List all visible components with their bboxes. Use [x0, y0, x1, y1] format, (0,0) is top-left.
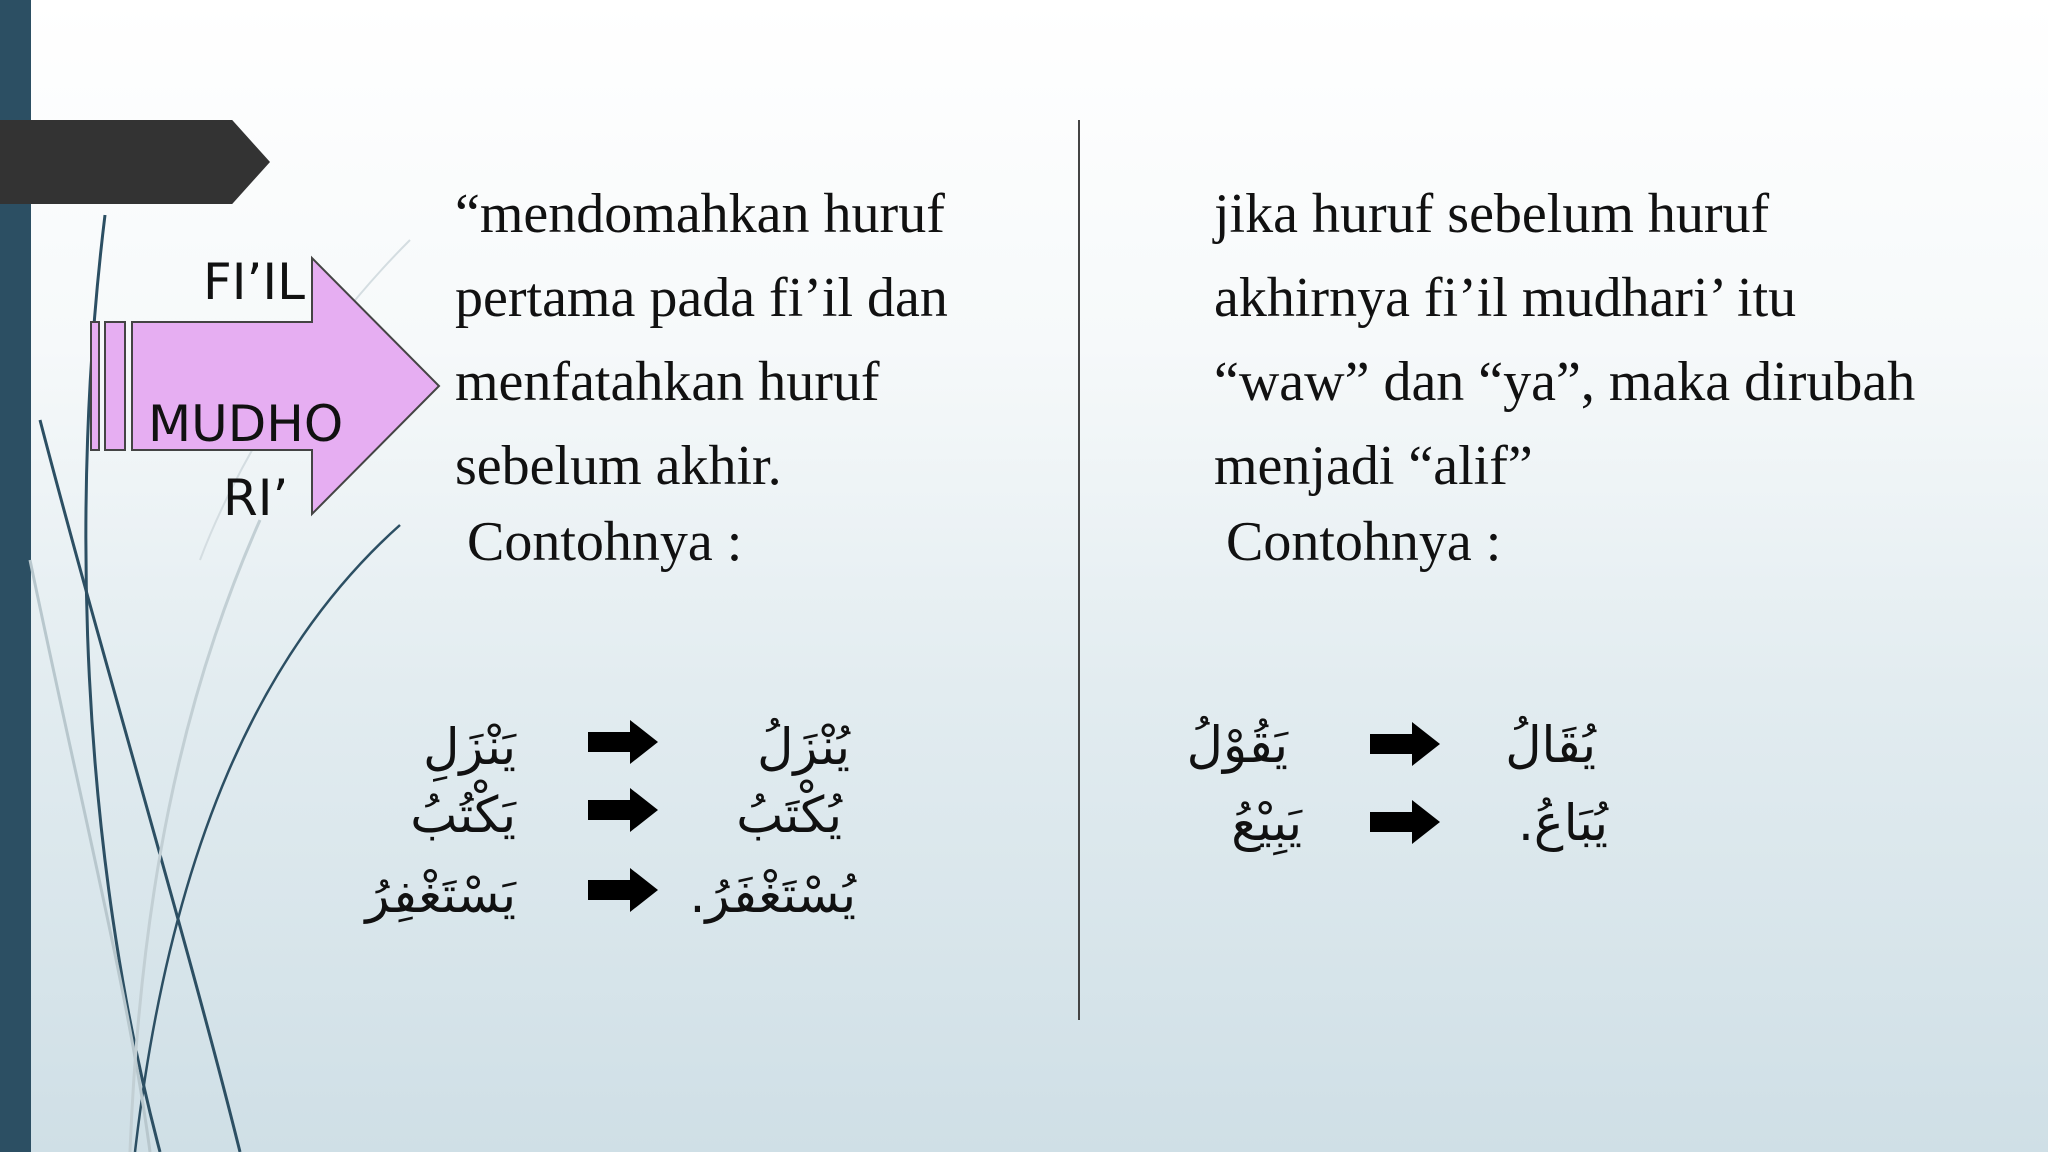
arabic-word-passive: يُكْتَبُ: [736, 786, 842, 844]
right-line: menjadi “alif”: [1214, 435, 1533, 497]
left-line: sebelum akhir.: [455, 435, 782, 497]
right-arrow-icon: [588, 788, 658, 832]
arabic-word-passive: يُقَالُ: [1505, 716, 1596, 774]
title-tab: [0, 120, 270, 204]
arrow-label-mudho: MUDHO: [148, 395, 344, 453]
arabic-word-active: يَنْزَلِ: [423, 718, 516, 776]
left-line: “mendomahkan huruf: [455, 183, 945, 245]
right-line: jika huruf sebelum huruf: [1214, 183, 1770, 245]
right-arrow-icon: [1370, 800, 1440, 844]
arabic-word-passive: يُسْتَغْفَرُ.: [689, 866, 856, 924]
left-definition: [455, 172, 1015, 508]
right-arrow-icon: [1370, 722, 1440, 766]
column-divider: [1078, 120, 1080, 1020]
arrow-label-ri: RI’: [223, 469, 289, 527]
right-definition: [1214, 172, 2014, 508]
arabic-word-passive: يُنْزَلُ: [757, 718, 850, 776]
arabic-word-passive: يُبَاعُ.: [1518, 794, 1608, 852]
right-line: akhirnya fi’il mudhari’ itu: [1214, 267, 1797, 329]
arabic-word-active: يَبِيْعُ: [1231, 794, 1302, 852]
left-line: menfatahkan huruf: [455, 351, 880, 413]
arabic-word-active: يَسْتَغْفِرُ: [365, 866, 516, 924]
left-line: pertama pada fi’il dan: [455, 267, 948, 329]
left-example-heading: Contohnya :: [467, 511, 743, 573]
arabic-word-active: يَقُوْلُ: [1186, 716, 1288, 774]
right-line: “waw” dan “ya”, maka dirubah: [1214, 351, 1916, 413]
right-example-heading: Contohnya :: [1226, 511, 1502, 573]
arabic-word-active: يَكْتُبُ: [410, 786, 516, 844]
arrow-label-fiil: FI’IL: [203, 253, 306, 311]
right-arrow-icon: [588, 720, 658, 764]
right-arrow-icon: [588, 868, 658, 912]
